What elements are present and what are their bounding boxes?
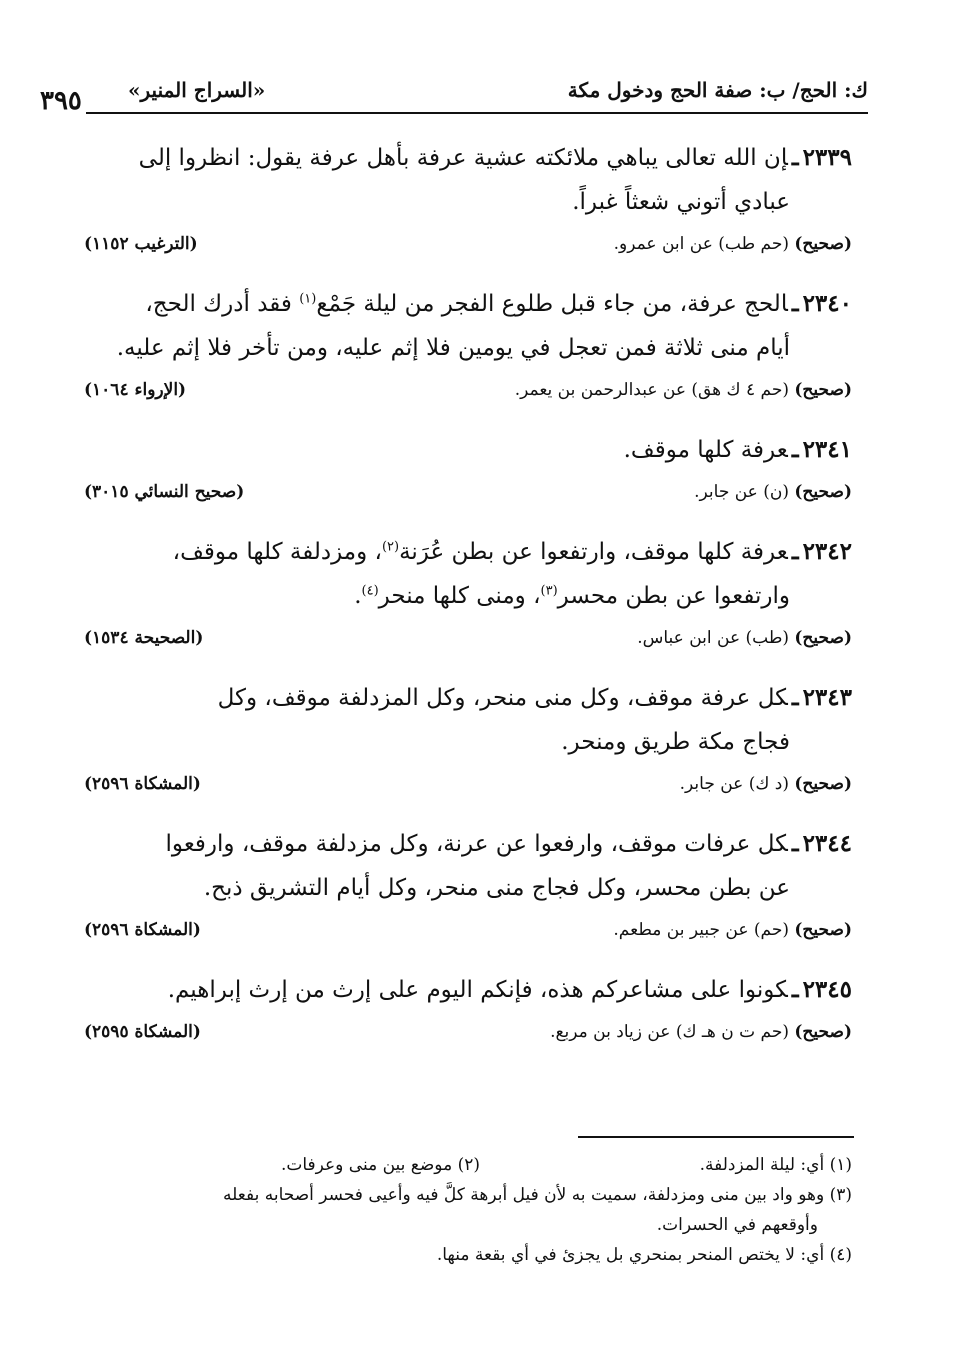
footnote-4: (٤) أي: لا يختص المنحر بمنحري بل يجزئ في أي بقعة منها. [436,1245,852,1265]
hadith-source-line [84,624,852,664]
hadith-reference: (صحيح النسائي ٣٠١٥) [84,482,245,502]
footnote-marker[interactable]: (٣) [540,583,558,599]
hadith-line-1: إن الله تعالى يباهي ملائكته عشية عرفة بأهل عرفة يقول: انظروا إلى [138,145,788,171]
hadith-source: (حم طب) عن ابن عمرو. [613,234,789,254]
chapter-title: ك: الحج/ ب: صفة الحج ودخول مكة [567,78,868,102]
header-divider [86,112,868,114]
hadith-line-1b: ، ومزدلفة كلها موقف، [172,539,382,565]
hadith-2343 [84,676,852,810]
footnote-1: (١) أي: ليلة المزدلفة. [699,1155,852,1175]
hadith-line-2 [84,574,852,618]
footnote-row-1 [90,1150,852,1180]
hadith-text: ٢٣٤٤ـكل عرفات موقف، وارفعوا عن عرنة، وكل مزدلفة موقف، وارفعوا [165,830,852,857]
footnote-3 [90,1180,852,1240]
hadith-line-1: كل عرفات موقف، وارفعوا عن عرنة، وكل مزدلفة موقف، وارفعوا [165,831,788,857]
hadith-source-line [84,1018,852,1058]
hadith-line-2: أيام منى ثلاثة فمن تعجل في يومين فلا إثم عليه، ومن تأخر فلا إثم عليه. [116,335,790,361]
footnote-row-4 [90,1240,852,1270]
hadith-line-1: كل عرفة موقف، وكل منى منحر، وكل المزدلفة موقف، وكل [217,685,788,711]
hadith-line-2: فجاج مكة طريق ومنحر. [561,729,790,755]
hadith-2345 [84,968,852,1058]
hadith-grade: (صحيح) [794,234,852,254]
footnote-marker[interactable]: (٤) [361,583,379,599]
footnote-3-line-2: وأوقعهم في الحسرات. [656,1215,818,1235]
hadith-2344 [84,822,852,956]
hadith-source: (حم ت ن هـ ك) عن زياد بن مربع. [550,1022,789,1042]
footnote-marker[interactable]: (٢) [381,539,400,555]
hadith-text: ٢٣٣٩ـإن الله تعالى يباهي ملائكته عشية عرفة بأهل عرفة يقول: انظروا إلى [138,144,852,171]
hadith-source: (حم) عن جبير بن مطعم. [613,920,789,940]
hadith-text: ٢٣٤٢ـعرفة كلها موقف، وارتفعوا عن بطن عُرَنة$^{(٢)}$، ومزدلفة كلها موقف، [172,538,852,565]
hadith-line-2c: . [354,583,362,609]
hadith-source-line [84,770,852,810]
hadith-text: ٢٣٤٥ـكونوا على مشاعركم هذه، فإنكم اليوم على إرث من إرث إبراهيم. [167,976,852,1003]
book-title: «السراج المنير» [128,78,266,102]
hadith-reference: (الإرواء ١٠٦٤) [84,380,187,400]
hadith-2339 [84,136,852,270]
footnote-3-line-1: (٣) وهو واد بين منى ومزدلفة، سميت به لأن فيل أبرهة كلَّ فيه وأعيى فحسر أصحابه بفعله [223,1185,852,1205]
hadith-grade: (صحيح) [794,920,852,940]
hadith-source: (طب) عن ابن عباس. [637,628,789,648]
hadith-grade: (صحيح) [794,774,852,794]
hadith-line-1a: الحج عرفة، من جاء قبل طلوع الفجر من ليلة جَمْع [316,291,788,317]
hadith-number: ٢٣٣٩ [802,144,852,171]
hadith-line-2: عبادي أتوني شعثاً غبراً. [572,189,790,215]
hadith-reference: (المشكاة ٢٥٩٥) [84,1022,201,1042]
footnote-divider [578,1136,854,1138]
hadith-line-1: عرفة كلها موقف. [623,437,788,463]
hadith-text: ٢٣٤٣ـكل عرفة موقف، وكل منى منحر، وكل المزدلفة موقف، وكل [217,684,852,711]
hadith-text: ٢٣٤٠ـالحج عرفة، من جاء قبل طلوع الفجر من ليلة جَمْع$^{(١)}$ فقد أدرك الحج، [145,290,852,317]
hadith-source-line [84,230,852,270]
hadith-grade: (صحيح) [794,628,852,648]
hadith-source: (حم ٤ ك هق) عن عبدالرحمن بن يعمر. [514,380,789,400]
footnote-marker[interactable]: (١) [299,291,317,307]
hadith-number: ٢٣٤٤ [802,830,852,857]
hadith-grade: (صحيح) [794,482,852,502]
hadith-2342 [84,530,852,664]
hadith-line-1: كونوا على مشاعركم هذه، فإنكم اليوم على إرث من إرث إبراهيم. [167,977,788,1003]
hadith-number: ٢٣٤٢ [802,538,852,565]
hadith-line-1b: فقد أدرك الحج، [145,291,300,317]
hadith-number: ٢٣٤٣ [802,684,852,711]
hadith-text: ٢٣٤١ـعرفة كلها موقف. [623,436,852,463]
hadith-line-2: عن بطن محسر، وكل فجاج منى منحر، وكل أيام التشريق ذبح. [203,875,790,901]
hadith-number: ٢٣٤٠ [802,290,852,317]
hadith-2340 [84,282,852,416]
hadith-reference: (المشكاة ٢٥٩٦) [84,774,201,794]
hadith-source: (د ك) عن جابر. [679,774,789,794]
hadith-reference: (الترغيب ١١٥٢) [84,234,198,254]
hadith-2341 [84,428,852,518]
footnote-2: (٢) موضع بين منى وعرفات. [280,1155,480,1175]
hadith-source-line [84,916,852,956]
hadith-source-line [84,376,852,416]
hadith-number: ٢٣٤٥ [802,976,852,1003]
running-header [40,78,868,116]
hadith-line-2a: وارتفعوا عن بطن محسر [557,583,790,609]
hadith-line-2b: ، ومنى كلها منحر [378,583,541,609]
hadith-source-line [84,478,852,518]
footnotes [90,1150,852,1270]
hadith-source: (ن) عن جابر. [694,482,789,502]
hadith-grade: (صحيح) [794,380,852,400]
hadith-reference: (المشكاة ٢٥٩٦) [84,920,201,940]
hadith-list [84,136,852,1070]
hadith-grade: (صحيح) [794,1022,852,1042]
hadith-line-1a: عرفة كلها موقف، وارتفعوا عن بطن عُرَنة [399,539,788,565]
hadith-number: ٢٣٤١ [802,436,852,463]
hadith-reference: (الصحيحة ١٥٣٤) [84,628,204,648]
page-number: ٣٩٥ [40,86,82,116]
